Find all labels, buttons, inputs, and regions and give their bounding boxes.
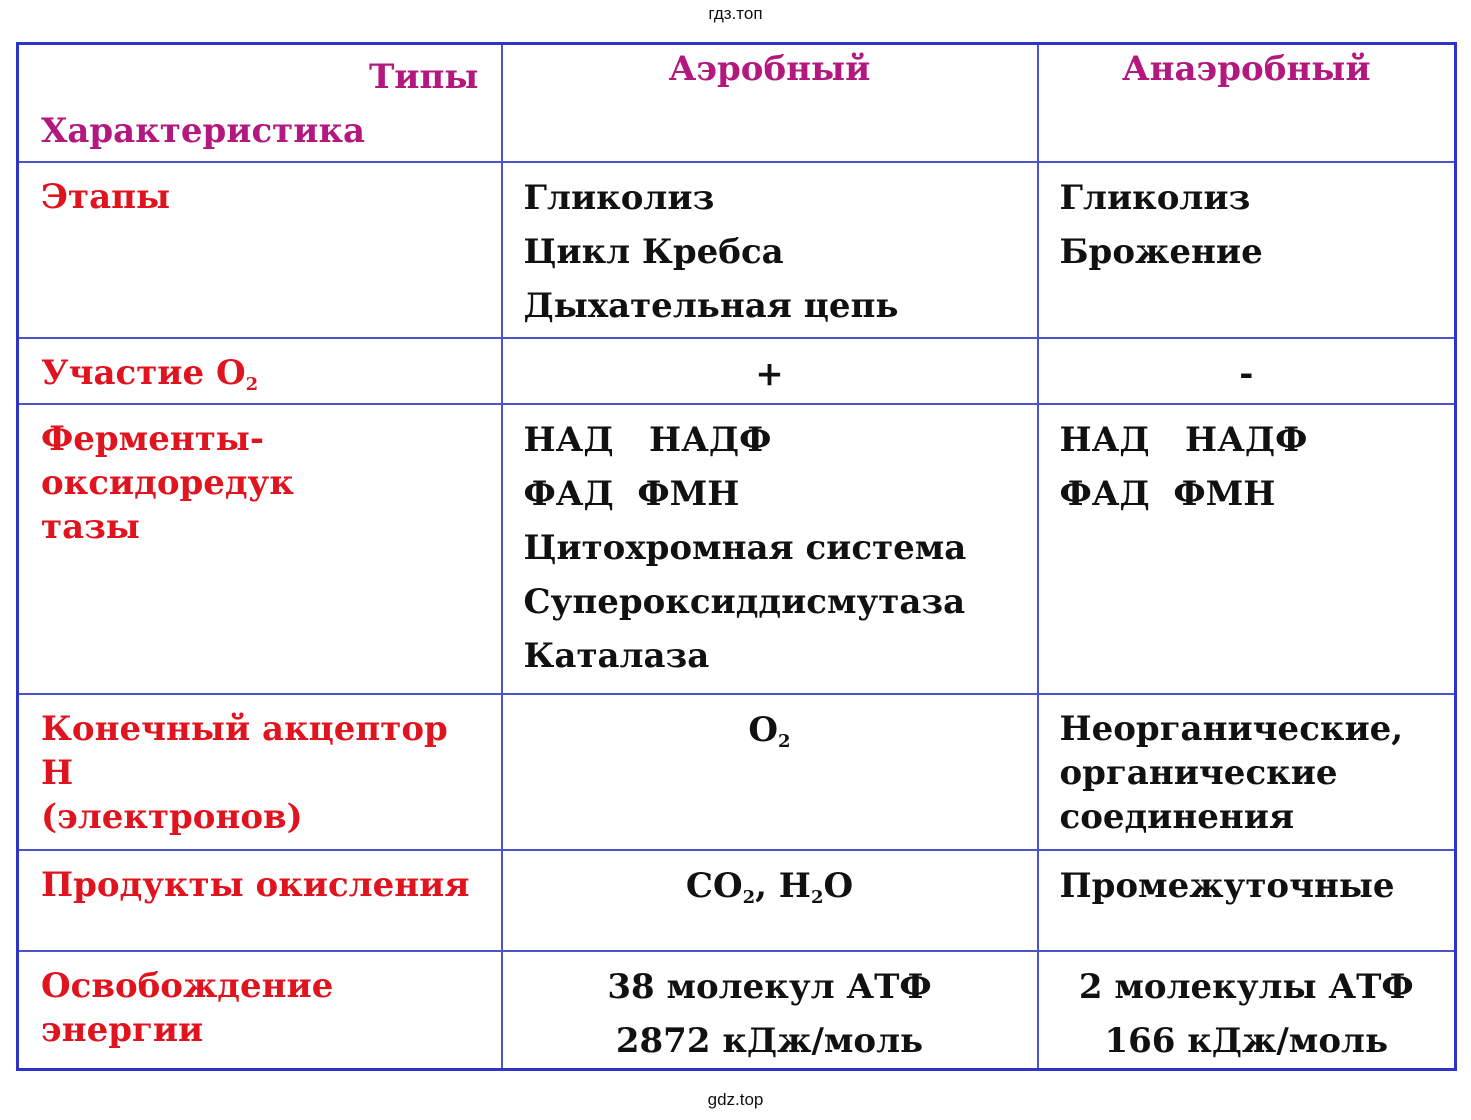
header-anaerobic: Анаэробный (1038, 44, 1456, 162)
enzymes-label-line: тазы (41, 506, 140, 547)
stages-aerobic-cell (502, 162, 1038, 338)
stages-anaerobic-item: Гликолиз (1059, 177, 1251, 218)
header-types-label: Типы (369, 57, 479, 97)
enzymes-anaerobic-item: ФАД ФМН (1059, 473, 1276, 514)
products-co2-subscript: 2 (742, 886, 756, 908)
enzymes-aerobic-item: НАД НАДФ (523, 419, 772, 460)
acceptor-aerobic-text: О (748, 709, 779, 750)
enzymes-label-line: Ферменты-оксидоредук (41, 418, 294, 503)
row-label-acceptor (18, 694, 502, 850)
stages-anaerobic-item: Брожение (1059, 231, 1263, 272)
oxygen-anaerobic-cell: - (1038, 338, 1456, 404)
energy-anaerobic-item: 166 кДж/моль (1104, 1020, 1389, 1061)
energy-aerobic-item: 38 молекул АТФ (607, 966, 932, 1007)
stages-aerobic-item: Цикл Кребса (523, 231, 784, 272)
products-o-text: О (823, 865, 854, 906)
stages-aerobic-item: Гликолиз (523, 177, 715, 218)
enzymes-aerobic-item: Цитохромная система (523, 527, 967, 568)
acceptor-aerobic-cell (502, 694, 1038, 850)
acceptor-anaerobic-cell (1038, 694, 1456, 850)
energy-aerobic-cell (502, 951, 1038, 1070)
acceptor-label-line: Конечный акцептор Н (41, 708, 448, 793)
stages-aerobic-item: Дыхательная цепь (523, 285, 899, 326)
acceptor-anaerobic-item: соединения (1059, 796, 1295, 837)
row-label-stages: Этапы (18, 162, 502, 338)
header-row (18, 44, 1456, 162)
row-label-oxygen (18, 338, 502, 404)
acceptor-label-line: (электронов) (41, 796, 303, 837)
row-label-products: Продукты окисления (18, 850, 502, 951)
energy-anaerobic-item: 2 молекулы АТФ (1078, 966, 1414, 1007)
row-stages (18, 162, 1456, 338)
enzymes-aerobic-item: Каталаза (523, 635, 710, 676)
row-label-enzymes (18, 404, 502, 694)
oxygen-aerobic-cell: + (502, 338, 1038, 404)
watermark-top: гдз.топ (708, 4, 763, 23)
stages-anaerobic-cell (1038, 162, 1456, 338)
energy-anaerobic-cell (1038, 951, 1456, 1070)
enzymes-aerobic-item: ФАД ФМН (523, 473, 740, 514)
products-co2-text: СО (685, 865, 743, 906)
enzymes-aerobic-cell (502, 404, 1038, 694)
enzymes-aerobic-item: Супероксиддисмутаза (523, 581, 966, 622)
row-oxygen (18, 338, 1456, 404)
enzymes-anaerobic-item: НАД НАДФ (1059, 419, 1308, 460)
row-acceptor (18, 694, 1456, 850)
comparison-table (16, 42, 1457, 1071)
acceptor-anaerobic-item: органические (1059, 752, 1338, 793)
header-aerobic: Аэробный (502, 44, 1038, 162)
header-characteristic-label: Характеристика (41, 111, 366, 151)
enzymes-anaerobic-cell (1038, 404, 1456, 694)
acceptor-anaerobic-item: Неорганические, (1059, 708, 1404, 749)
oxygen-label-subscript: 2 (245, 373, 259, 395)
row-products (18, 850, 1456, 951)
row-enzymes (18, 404, 1456, 694)
watermark-bottom: gdz.top (707, 1090, 764, 1109)
header-corner-cell (18, 44, 502, 162)
row-energy (18, 951, 1456, 1070)
acceptor-aerobic-subscript: 2 (778, 730, 791, 752)
energy-aerobic-item: 2872 кДж/моль (615, 1020, 924, 1061)
row-label-energy: Освобождение энергии (18, 951, 502, 1070)
oxygen-label-text: Участие О (41, 352, 246, 393)
products-anaerobic-cell: Промежуточные (1038, 850, 1456, 951)
products-h2o-text: , Н (755, 865, 811, 906)
products-aerobic-cell (502, 850, 1038, 951)
products-h2o-subscript: 2 (810, 886, 824, 908)
